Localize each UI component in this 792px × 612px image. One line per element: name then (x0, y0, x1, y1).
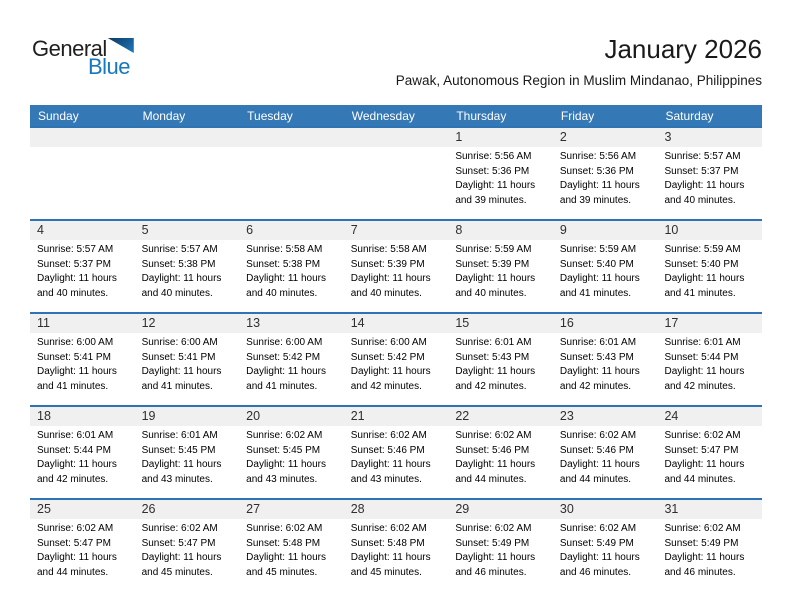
day-number: 23 (553, 407, 658, 426)
day-cell (448, 407, 553, 498)
day-number: 15 (448, 314, 553, 333)
day-details (344, 333, 449, 394)
daylight-text: Daylight: 11 hours and 44 minutes. (664, 459, 745, 485)
day-cell (448, 128, 553, 219)
sunrise-text: Sunrise: 6:02 AM (455, 523, 532, 534)
day-details (30, 519, 135, 580)
daylight-text: Daylight: 11 hours and 42 minutes. (455, 366, 536, 392)
day-number: 18 (30, 407, 135, 426)
daylight-text: Daylight: 11 hours and 42 minutes. (559, 366, 640, 392)
day-details (657, 333, 762, 394)
daylight-text: Daylight: 11 hours and 44 minutes. (455, 459, 536, 485)
day-number (135, 128, 240, 147)
day-number: 13 (239, 314, 344, 333)
sunrise-text: Sunrise: 6:02 AM (559, 430, 637, 441)
daylight-text: Daylight: 11 hours and 42 minutes. (664, 366, 745, 392)
day-number: 3 (657, 128, 762, 147)
location-subtitle: Pawak, Autonomous Region in Muslim Mindanao, Philippines (395, 73, 762, 88)
day-details (448, 147, 553, 208)
day-details (344, 426, 449, 487)
day-cell (135, 314, 240, 405)
logo-text-general: General (32, 36, 107, 61)
day-cell (30, 407, 135, 498)
week-row (30, 312, 762, 405)
sunrise-text: Sunrise: 6:02 AM (350, 523, 427, 534)
daylight-text: Daylight: 11 hours and 42 minutes. (350, 366, 431, 392)
daylight-text: Daylight: 11 hours and 43 minutes. (350, 459, 431, 485)
sunset-text: Sunset: 5:40 PM (559, 258, 634, 270)
day-details (30, 240, 135, 301)
daylight-text: Daylight: 11 hours and 41 minutes. (37, 366, 117, 392)
day-cell (448, 314, 553, 405)
weekday-saturday: Saturday (665, 108, 714, 123)
day-details (239, 333, 344, 394)
day-cell (344, 407, 449, 498)
daylight-text: Daylight: 11 hours and 41 minutes. (559, 273, 640, 299)
sunrise-text: Sunrise: 5:59 AM (664, 244, 741, 255)
sunset-text: Sunset: 5:47 PM (664, 444, 739, 456)
sunrise-text: Sunrise: 6:00 AM (141, 337, 218, 348)
sunrise-text: Sunrise: 5:59 AM (455, 244, 532, 255)
week-row (30, 405, 762, 498)
sunset-text: Sunset: 5:41 PM (37, 351, 111, 363)
day-number: 28 (344, 500, 449, 519)
day-cell (553, 128, 658, 219)
daylight-text: Daylight: 11 hours and 39 minutes. (559, 180, 640, 206)
sunset-text: Sunset: 5:48 PM (350, 537, 425, 549)
day-number: 16 (553, 314, 658, 333)
day-cell (30, 221, 135, 312)
sunset-text: Sunset: 5:38 PM (141, 258, 216, 270)
sunrise-text: Sunrise: 5:58 AM (246, 244, 323, 255)
day-number (30, 128, 135, 147)
day-cell-empty (239, 128, 344, 219)
sunset-text: Sunset: 5:49 PM (664, 537, 739, 549)
day-cell (448, 500, 553, 591)
day-details (135, 147, 240, 150)
sunset-text: Sunset: 5:37 PM (37, 258, 111, 270)
day-details (239, 426, 344, 487)
day-number (344, 128, 449, 147)
sunrise-text: Sunrise: 6:02 AM (246, 430, 323, 441)
sunset-text: Sunset: 5:44 PM (37, 444, 111, 456)
day-details (135, 240, 240, 301)
weekday-friday: Friday (560, 108, 595, 123)
day-cell (553, 407, 658, 498)
day-details (553, 147, 658, 208)
sunrise-text: Sunrise: 5:57 AM (664, 151, 741, 162)
daylight-text: Daylight: 11 hours and 41 minutes. (664, 273, 745, 299)
sunrise-text: Sunrise: 6:02 AM (559, 523, 637, 534)
sunrise-text: Sunrise: 5:57 AM (37, 244, 114, 255)
day-details (344, 147, 449, 150)
sunrise-text: Sunrise: 5:57 AM (141, 244, 218, 255)
day-cell (344, 314, 449, 405)
page-title: January 2026 (604, 34, 762, 64)
daylight-text: Daylight: 11 hours and 46 minutes. (664, 552, 745, 578)
day-details (553, 240, 658, 301)
day-cell (553, 314, 658, 405)
day-cell (344, 500, 449, 591)
daylight-text: Daylight: 11 hours and 41 minutes. (246, 366, 327, 392)
day-number: 24 (657, 407, 762, 426)
day-number: 25 (30, 500, 135, 519)
sunrise-text: Sunrise: 6:01 AM (455, 337, 532, 348)
day-cell (448, 221, 553, 312)
day-details (448, 333, 553, 394)
weekday-monday: Monday (142, 108, 186, 123)
day-number: 14 (344, 314, 449, 333)
header-titles (396, 34, 762, 88)
sunrise-text: Sunrise: 6:01 AM (664, 337, 741, 348)
day-cell (657, 221, 762, 312)
sunset-text: Sunset: 5:43 PM (455, 351, 530, 363)
sunset-text: Sunset: 5:37 PM (664, 165, 739, 177)
daylight-text: Daylight: 11 hours and 40 minutes. (350, 273, 431, 299)
daylight-text: Daylight: 11 hours and 45 minutes. (141, 552, 222, 578)
daylight-text: Daylight: 11 hours and 42 minutes. (37, 459, 117, 485)
sunrise-text: Sunrise: 6:02 AM (141, 523, 218, 534)
sunrise-text: Sunrise: 6:01 AM (141, 430, 218, 441)
sunset-text: Sunset: 5:39 PM (350, 258, 425, 270)
day-cell (657, 128, 762, 219)
day-number: 6 (239, 221, 344, 240)
day-details (657, 519, 762, 580)
sunrise-text: Sunrise: 6:00 AM (350, 337, 427, 348)
day-number: 7 (344, 221, 449, 240)
logo-text-blue: Blue (88, 54, 131, 79)
week-row (30, 498, 762, 591)
day-details (657, 147, 762, 208)
day-number: 27 (239, 500, 344, 519)
day-number: 17 (657, 314, 762, 333)
day-number: 5 (135, 221, 240, 240)
sunset-text: Sunset: 5:44 PM (664, 351, 739, 363)
sunset-text: Sunset: 5:43 PM (559, 351, 634, 363)
day-details (239, 519, 344, 580)
day-cell (30, 500, 135, 591)
day-details (657, 426, 762, 487)
day-details (448, 519, 553, 580)
sunset-text: Sunset: 5:36 PM (455, 165, 530, 177)
day-number: 11 (30, 314, 135, 333)
day-details (30, 147, 135, 150)
daylight-text: Daylight: 11 hours and 43 minutes. (246, 459, 327, 485)
sunrise-text: Sunrise: 6:01 AM (559, 337, 637, 348)
sunrise-text: Sunrise: 5:58 AM (350, 244, 427, 255)
day-number: 2 (553, 128, 658, 147)
day-cell (553, 221, 658, 312)
day-details (239, 147, 344, 150)
day-details (135, 333, 240, 394)
day-details (553, 333, 658, 394)
sunrise-text: Sunrise: 6:02 AM (246, 523, 323, 534)
sunset-text: Sunset: 5:45 PM (141, 444, 216, 456)
day-details (553, 426, 658, 487)
day-cell (239, 407, 344, 498)
sunrise-text: Sunrise: 5:59 AM (559, 244, 637, 255)
sunset-text: Sunset: 5:40 PM (664, 258, 739, 270)
day-number: 30 (553, 500, 658, 519)
daylight-text: Daylight: 11 hours and 44 minutes. (37, 552, 117, 578)
day-details (135, 426, 240, 487)
day-number: 29 (448, 500, 553, 519)
day-number: 4 (30, 221, 135, 240)
daylight-text: Daylight: 11 hours and 40 minutes. (141, 273, 222, 299)
day-details (448, 240, 553, 301)
sunset-text: Sunset: 5:47 PM (141, 537, 216, 549)
day-cell-empty (135, 128, 240, 219)
day-number: 9 (553, 221, 658, 240)
weekday-sunday: Sunday (38, 108, 79, 123)
day-number: 31 (657, 500, 762, 519)
day-number: 26 (135, 500, 240, 519)
sunrise-text: Sunrise: 6:02 AM (455, 430, 532, 441)
sunrise-text: Sunrise: 6:01 AM (37, 430, 114, 441)
sunset-text: Sunset: 5:45 PM (246, 444, 321, 456)
day-number: 21 (344, 407, 449, 426)
day-number: 1 (448, 128, 553, 147)
daylight-text: Daylight: 11 hours and 39 minutes. (455, 180, 536, 206)
daylight-text: Daylight: 11 hours and 45 minutes. (246, 552, 327, 578)
sunset-text: Sunset: 5:36 PM (559, 165, 634, 177)
sunrise-text: Sunrise: 6:02 AM (37, 523, 114, 534)
day-cell (657, 314, 762, 405)
sunrise-text: Sunrise: 6:02 AM (664, 523, 741, 534)
logo-triangle-icon (108, 38, 134, 53)
day-cell-empty (344, 128, 449, 219)
daylight-text: Daylight: 11 hours and 40 minutes. (246, 273, 327, 299)
week-row (30, 126, 762, 219)
general-blue-logo (32, 38, 152, 88)
sunrise-text: Sunrise: 6:00 AM (37, 337, 114, 348)
week-rows-container (30, 126, 762, 591)
sunset-text: Sunset: 5:49 PM (559, 537, 634, 549)
day-cell-empty (30, 128, 135, 219)
weekday-wednesday: Wednesday (351, 108, 415, 123)
sunset-text: Sunset: 5:39 PM (455, 258, 530, 270)
day-cell (30, 314, 135, 405)
weekday-tuesday: Tuesday (247, 108, 293, 123)
day-cell (135, 500, 240, 591)
sunrise-text: Sunrise: 6:02 AM (350, 430, 427, 441)
day-details (30, 426, 135, 487)
daylight-text: Daylight: 11 hours and 43 minutes. (141, 459, 222, 485)
day-cell (344, 221, 449, 312)
daylight-text: Daylight: 11 hours and 46 minutes. (455, 552, 536, 578)
sunset-text: Sunset: 5:48 PM (246, 537, 321, 549)
day-number (239, 128, 344, 147)
day-details (448, 426, 553, 487)
sunset-text: Sunset: 5:41 PM (141, 351, 216, 363)
sunrise-text: Sunrise: 5:56 AM (559, 151, 637, 162)
day-number: 10 (657, 221, 762, 240)
calendar-grid (30, 105, 762, 591)
sunset-text: Sunset: 5:47 PM (37, 537, 111, 549)
sunset-text: Sunset: 5:49 PM (455, 537, 530, 549)
day-number: 8 (448, 221, 553, 240)
day-details (239, 240, 344, 301)
day-cell (657, 500, 762, 591)
day-details (553, 519, 658, 580)
day-number: 20 (239, 407, 344, 426)
daylight-text: Daylight: 11 hours and 40 minutes. (37, 273, 117, 299)
day-cell (657, 407, 762, 498)
day-number: 12 (135, 314, 240, 333)
sunrise-text: Sunrise: 5:56 AM (455, 151, 532, 162)
day-cell (239, 500, 344, 591)
daylight-text: Daylight: 11 hours and 44 minutes. (559, 459, 640, 485)
day-details (135, 519, 240, 580)
day-cell (135, 221, 240, 312)
day-details (344, 240, 449, 301)
sunrise-text: Sunrise: 6:02 AM (664, 430, 741, 441)
sunrise-text: Sunrise: 6:00 AM (246, 337, 323, 348)
sunset-text: Sunset: 5:42 PM (246, 351, 321, 363)
daylight-text: Daylight: 11 hours and 45 minutes. (350, 552, 431, 578)
day-details (657, 240, 762, 301)
daylight-text: Daylight: 11 hours and 40 minutes. (455, 273, 536, 299)
day-number: 19 (135, 407, 240, 426)
daylight-text: Daylight: 11 hours and 40 minutes. (664, 180, 745, 206)
sunset-text: Sunset: 5:38 PM (246, 258, 321, 270)
weekday-thursday: Thursday (456, 108, 507, 123)
daylight-text: Daylight: 11 hours and 41 minutes. (141, 366, 222, 392)
day-details (30, 333, 135, 394)
day-cell (239, 314, 344, 405)
day-details (344, 519, 449, 580)
daylight-text: Daylight: 11 hours and 46 minutes. (559, 552, 640, 578)
sunset-text: Sunset: 5:46 PM (455, 444, 530, 456)
day-number: 22 (448, 407, 553, 426)
day-cell (239, 221, 344, 312)
day-cell (135, 407, 240, 498)
sunset-text: Sunset: 5:46 PM (350, 444, 425, 456)
day-cell (553, 500, 658, 591)
week-row (30, 219, 762, 312)
weekday-header-row (30, 105, 762, 126)
sunset-text: Sunset: 5:42 PM (350, 351, 425, 363)
sunset-text: Sunset: 5:46 PM (559, 444, 634, 456)
